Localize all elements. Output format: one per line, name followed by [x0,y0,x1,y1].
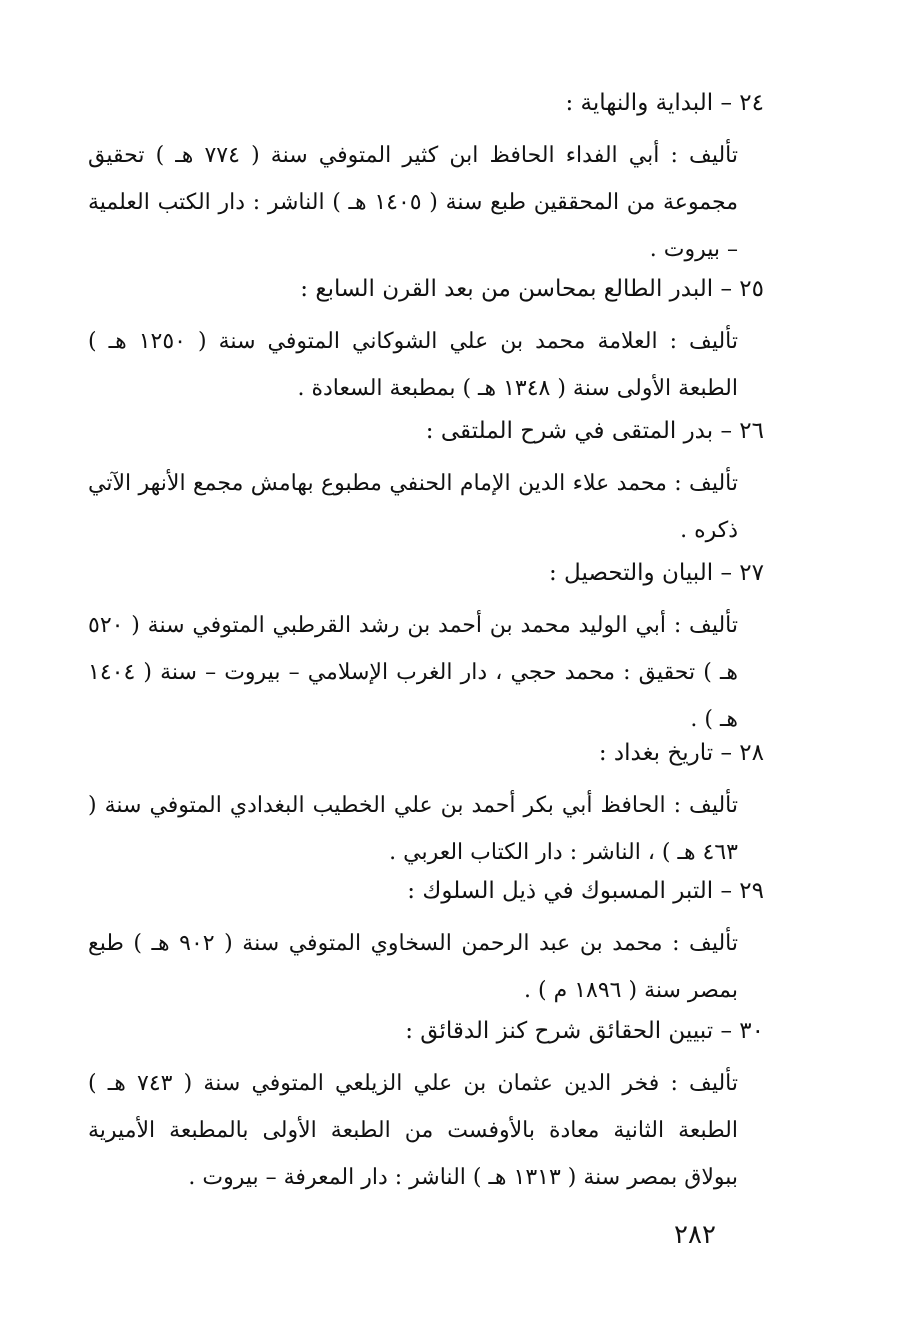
entry-heading: ٢٨ – تاريخ بغداد : [598,740,764,766]
entry-body: تأليف : محمد علاء الدين الإمام الحنفي مطبوع بهامش مجمع الأنهر الآتي ذكره . [88,471,738,543]
page-number: ٢٨٢ [674,1220,716,1250]
bibliography-entry-24 [88,88,768,273]
entry-heading: ٢٤ – البداية والنهاية : [565,90,764,116]
bibliography-entry-25 [88,274,768,412]
entry-heading: ٢٥ – البدر الطالع بمحاسن من بعد القرن السابع : [300,276,764,302]
entry-body: تأليف : فخر الدين عثمان بن علي الزيلعي المتوفي سنة ( ٧٤٣ هـ ) الطبعة الثانية معادة بالأوفست من الطبعة الأولى بالمطبعة الأميرية ببولاق بمصر سنة ( ١٣١٣ هـ ) الناشر : دار المعرفة – بيروت . [88,1071,738,1190]
entry-heading: ٢٩ – التبر المسبوك في ذيل السلوك : [407,878,764,904]
entry-body: تأليف : أبي الفداء الحافظ ابن كثير المتوفي سنة ( ٧٧٤ هـ ) تحقيق مجموعة من المحققين طبع سنة ( ١٤٠٥ هـ ) الناشر : دار الكتب العلمية – بيروت . [88,143,739,262]
bibliography-entry-27 [88,558,768,743]
bibliography-entry-30 [88,1016,768,1201]
entry-body: تأليف : أبي الوليد محمد بن أحمد بن رشد القرطبي المتوفي سنة ( ٥٢٠ هـ ) تحقيق : محمد حجي ، دار الغرب الإسلامي – بيروت – سنة ( ١٤٠٤ هـ ) . [88,613,738,732]
entry-heading: ٢٦ – بدر المتقى في شرح الملتقى : [425,418,764,444]
bibliography-entry-29 [88,876,768,1014]
entry-body: تأليف : الحافظ أبي بكر أحمد بن علي الخطيب البغدادي المتوفي سنة ( ٤٦٣ هـ ) ، الناشر : دار الكتاب العربي . [88,793,738,865]
bibliography-entry-26 [88,416,768,554]
entry-body: تأليف : محمد بن عبد الرحمن السخاوي المتوفي سنة ( ٩٠٢ هـ ) طبع بمصر سنة ( ١٨٩٦ م ) . [88,931,738,1003]
bibliography-entry-28 [88,738,768,876]
entry-heading: ٣٠ – تبيين الحقائق شرح كنز الدقائق : [405,1018,764,1044]
entry-body: تأليف : العلامة محمد بن علي الشوكاني المتوفي سنة ( ١٢٥٠ هـ ) الطبعة الأولى سنة ( ١٣٤٨ هـ ) بمطبعة السعادة . [88,329,739,401]
entry-heading: ٢٧ – البيان والتحصيل : [549,560,764,586]
